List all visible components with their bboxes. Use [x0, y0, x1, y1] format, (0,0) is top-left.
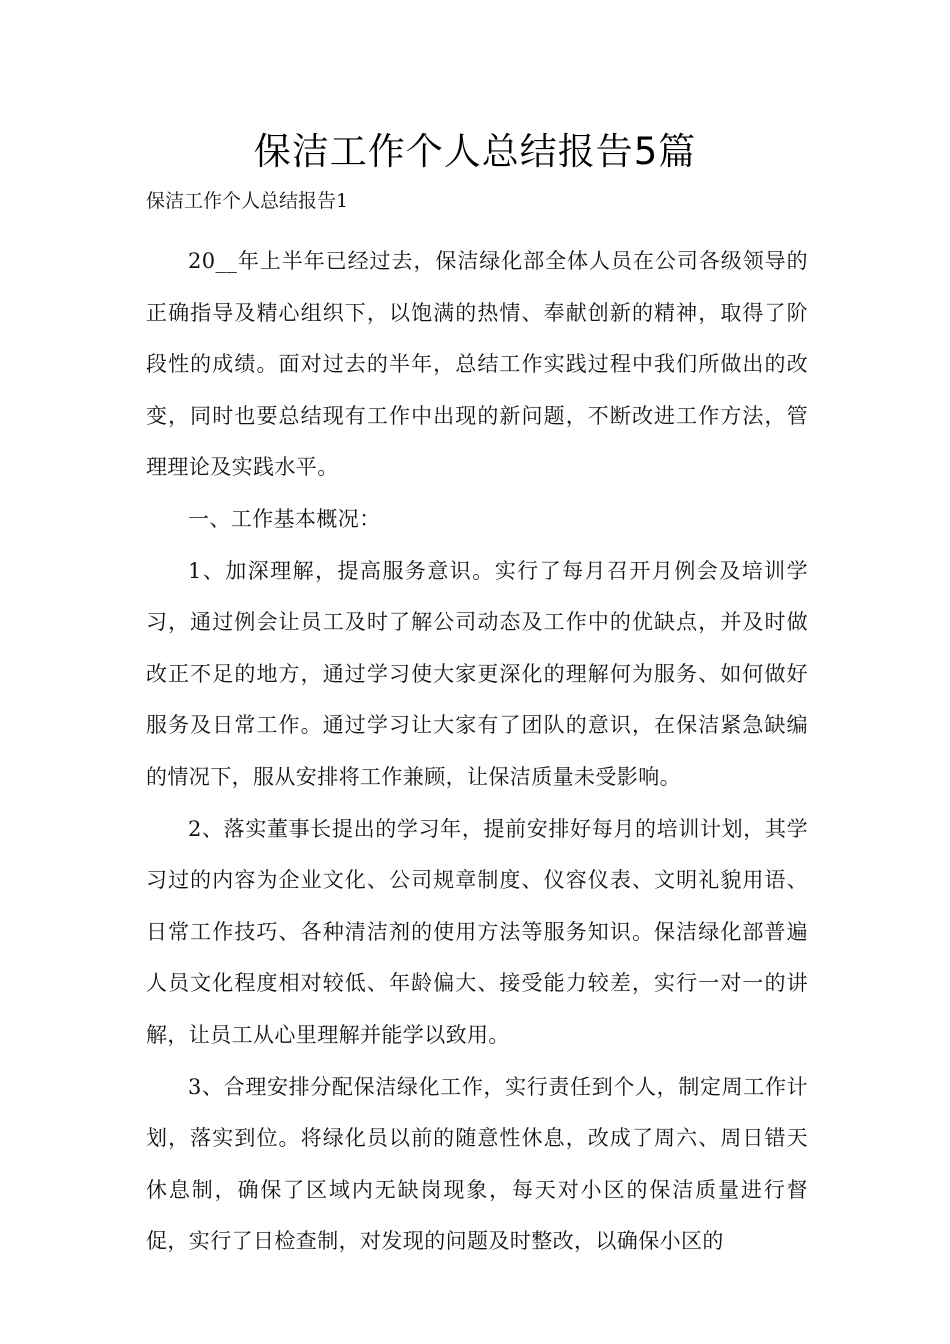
- document-title: 保洁工作个人总结报告5篇: [253, 130, 697, 173]
- document-body: [146, 236, 808, 1268]
- paragraph-item-3: 3、合理安排分配保洁绿化工作，实行责任到个人，制定周工作计划，落实到位。将绿化员以前的随意性休息，改成了周六、周日错天休息制，确保了区域内无缺岗现象，每天对小区的保洁质量进行督促，实行了日检查制，对发现的问题及时整改，以确保小区的: [146, 1074, 808, 1254]
- section-heading-overview: 一、工作基本概况：: [188, 506, 381, 531]
- paragraph-item-1: 1、加深理解，提高服务意识。实行了每月召开月例会及培训学习，通过例会让员工及时了解公司动态及工作中的优缺点，并及时做改正不足的地方，通过学习使大家更深化的理解何为服务、如何做好服务及日常工作。通过学习让大家有了团队的意识，在保洁紧急缺编的情况下，服从安排将工作兼顾，让保洁质量未受影响。: [146, 558, 808, 789]
- paragraph-intro: 20__年上半年已经过去，保洁绿化部全体人员在公司各级领导的正确指导及精心组织下，以饱满的热情、奉献创新的精神，取得了阶段性的成绩。面对过去的半年，总结工作实践过程中我们所做出的改变，同时也要总结现有工作中出现的新问题，不断改进工作方法，管理理论及实践水平。: [146, 249, 808, 480]
- document-subtitle: 保洁工作个人总结报告1: [146, 190, 349, 212]
- paragraph-item-2: 2、落实董事长提出的学习年，提前安排好每月的培训计划，其学习过的内容为企业文化、公司规章制度、仪容仪表、文明礼貌用语、日常工作技巧、各种清洁剂的使用方法等服务知识。保洁绿化部普遍人员文化程度相对较低、年龄偏大、接受能力较差，实行一对一的讲解，让员工从心里理解并能学以致用。: [146, 816, 808, 1047]
